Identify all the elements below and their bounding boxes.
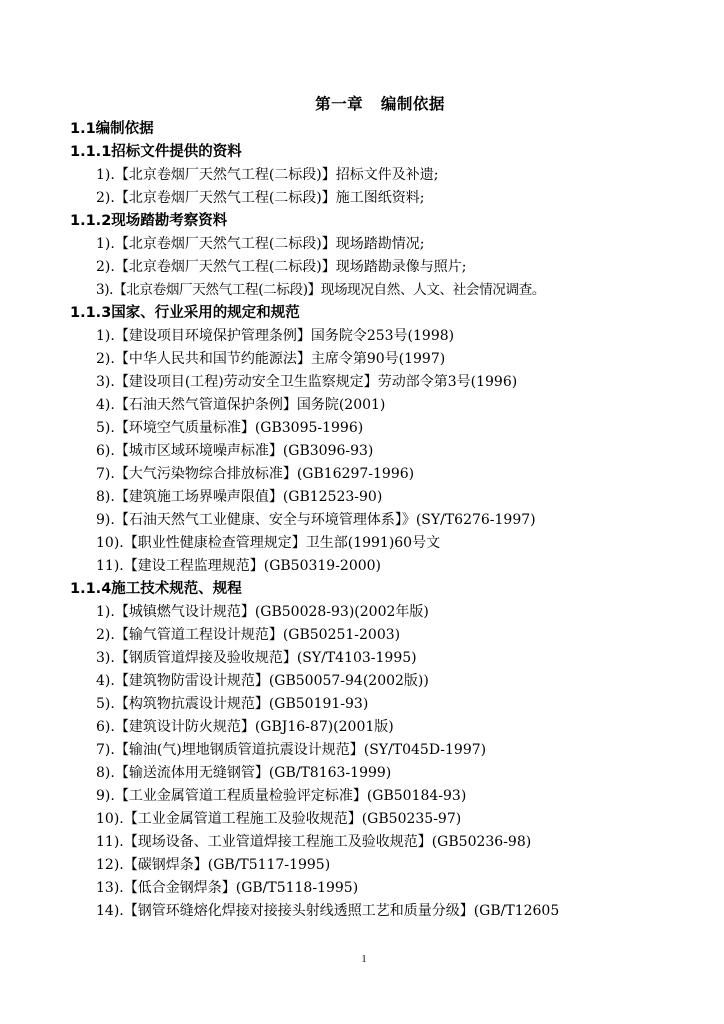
list-item: 10).【工业金属管道工程施工及验收规范】(GB50235-97) bbox=[96, 811, 462, 827]
chapter-title: 第一章 编制依据 bbox=[315, 95, 445, 113]
list-item: 11).【现场设备、工业管道焊接工程施工及验收规范】(GB50236-98) bbox=[96, 834, 532, 850]
list-item: 1).【北京卷烟厂天然气工程(二标段)】现场踏勘情况; bbox=[96, 236, 425, 252]
list-item: 12).【碳钢焊条】(GB/T5117-1995) bbox=[96, 857, 331, 873]
subsection-heading: 1.1.4施工技术规范、规程 bbox=[70, 581, 242, 597]
list-item: 8).【建筑施工场界噪声限值】(GB12523-90) bbox=[96, 489, 383, 505]
list-item: 4).【石油天然气管道保护条例】国务院(2001) bbox=[96, 397, 386, 413]
list-item: 2).【输气管道工程设计规范】(GB50251-2003) bbox=[96, 627, 401, 643]
subsection-heading: 1.1.2现场踏勘考察资料 bbox=[70, 213, 228, 229]
page-number: 1 bbox=[361, 954, 367, 965]
list-item: 10).【职业性健康检查管理规定】卫生部(1991)60号文 bbox=[96, 535, 441, 551]
list-item: 2).【北京卷烟厂天然气工程(二标段)】施工图纸资料; bbox=[96, 190, 425, 206]
list-item: 2).【中华人民共和国节约能源法】主席令第90号(1997) bbox=[96, 351, 446, 367]
list-item: 3).【建设项目(工程)劳动安全卫生监察规定】劳动部令第3号(1996) bbox=[96, 374, 518, 390]
list-item: 1).【城镇燃气设计规范】(GB50028-93)(2002年版) bbox=[96, 604, 429, 620]
list-item: 7).【输油(气)埋地钢质管道抗震设计规范】(SY/T045D-1997) bbox=[96, 742, 487, 758]
list-item: 13).【低合金钢焊条】(GB/T5118-1995) bbox=[96, 880, 359, 896]
list-item: 1).【建设项目环境保护管理条例】国务院令253号(1998) bbox=[96, 328, 455, 344]
list-item: 2).【北京卷烟厂天然气工程(二标段)】现场踏勘录像与照片; bbox=[96, 259, 467, 275]
list-item: 9).【工业金属管道工程质量检验评定标准】(GB50184-93) bbox=[96, 788, 467, 804]
list-item: 11).【建设工程监理规范】(GB50319-2000) bbox=[96, 558, 382, 574]
list-item: 3).【钢质管道焊接及验收规范】(SY/T4103-1995) bbox=[96, 650, 417, 666]
list-item: 1).【北京卷烟厂天然气工程(二标段)】招标文件及补遗; bbox=[96, 167, 439, 183]
list-item: 9).【石油天然气工业健康、安全与环境管理体系】》(SY/T6276-1997) bbox=[96, 512, 536, 528]
subsection-heading: 1.1.1招标文件提供的资料 bbox=[70, 144, 242, 160]
subsection-heading: 1.1.3国家、行业采用的规定和规范 bbox=[70, 305, 300, 321]
list-item: 5).【环境空气质量标准】(GB3095-1996) bbox=[96, 420, 364, 436]
list-item: 7).【大气污染物综合排放标准】(GB16297-1996) bbox=[96, 466, 415, 482]
list-item: 6).【建筑设计防火规范】(GBJ16-87)(2001版) bbox=[96, 719, 394, 735]
section-heading: 1.1编制依据 bbox=[70, 121, 154, 137]
list-item: 14).【钢管环缝熔化焊接对接接头射线透照工艺和质量分级】(GB/T12605 bbox=[96, 903, 560, 919]
list-item: 6).【城市区域环境噪声标准】(GB3096-93) bbox=[96, 443, 374, 459]
document-body bbox=[70, 118, 710, 923]
list-item: 5).【构筑物抗震设计规范】(GB50191-93) bbox=[96, 696, 369, 712]
list-item: 8).【输送流体用无缝钢管】(GB/T8163-1999) bbox=[96, 765, 392, 781]
list-item: 4).【建筑物防雷设计规范】(GB50057-94(2002版)) bbox=[96, 673, 429, 689]
list-item: 3).【北京卷烟厂天然气工程(二标段)】现场现况自然、人文、社会情况调查。 bbox=[96, 282, 546, 298]
